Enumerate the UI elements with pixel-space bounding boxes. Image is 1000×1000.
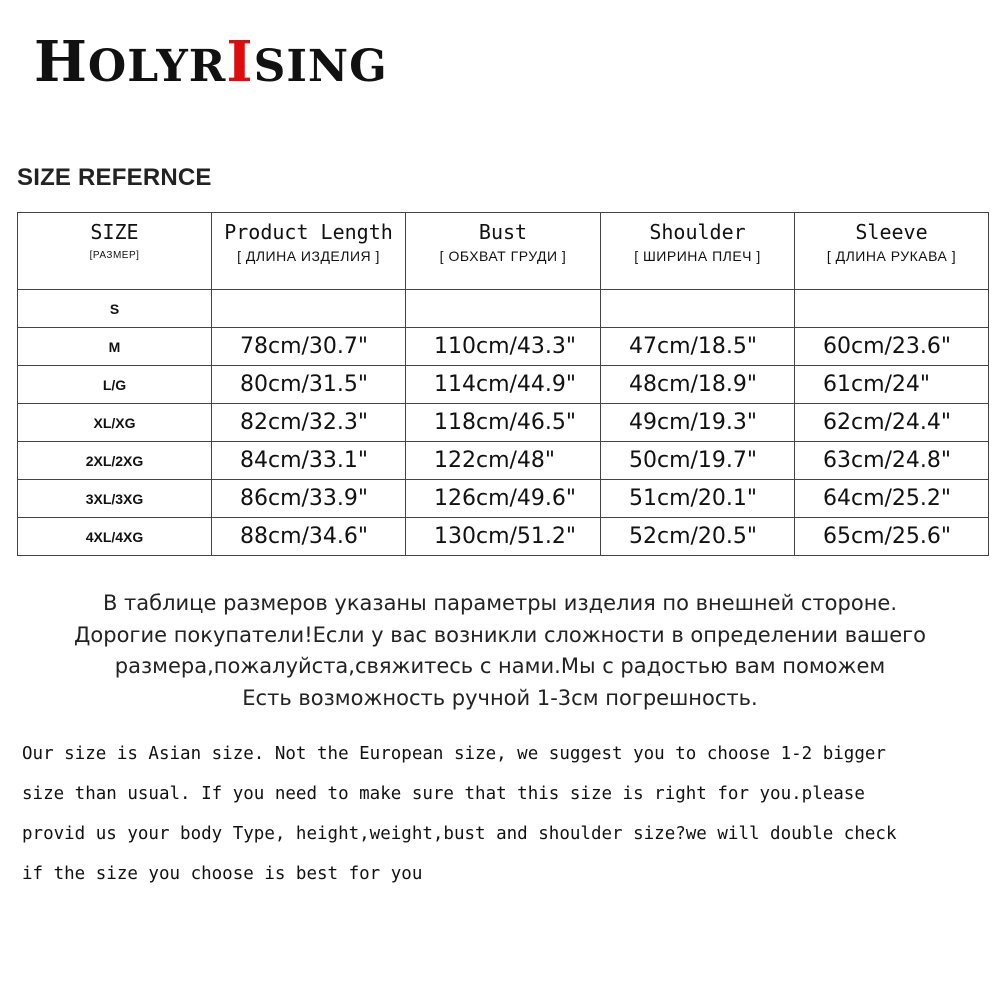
- shoulder-cell: 50cm/19.7": [601, 442, 795, 480]
- table-row: [18, 290, 989, 328]
- shoulder-cell: 52cm/20.5": [601, 518, 795, 556]
- shoulder-cell: 51cm/20.1": [601, 480, 795, 518]
- header-length: [212, 213, 406, 290]
- russian-size-note: [0, 588, 1000, 714]
- length-cell: 82cm/32.3": [212, 404, 406, 442]
- size-cell: S: [18, 290, 212, 328]
- size-cell: 2XL/2XG: [18, 442, 212, 480]
- shoulder-cell: [601, 290, 795, 328]
- header-bust-ru: [ ОБХВАТ ГРУДИ ]: [439, 248, 567, 264]
- length-cell: 86cm/33.9": [212, 480, 406, 518]
- header-length-en: Product Length: [224, 220, 393, 244]
- size-cell: L/G: [18, 366, 212, 404]
- shoulder-cell: 49cm/19.3": [601, 404, 795, 442]
- size-cell: 3XL/3XG: [18, 480, 212, 518]
- sleeve-cell: [795, 290, 989, 328]
- sleeve-cell: 61cm/24": [795, 366, 989, 404]
- header-size: [18, 213, 212, 290]
- header-sleeve: [795, 213, 989, 290]
- english-size-note: [22, 734, 982, 894]
- bust-cell: 118cm/46.5": [406, 404, 601, 442]
- header-bust-en: Bust: [478, 220, 528, 244]
- table-row: [18, 518, 989, 556]
- brand-logo: [34, 29, 388, 95]
- size-cell: 4XL/4XG: [18, 518, 212, 556]
- sleeve-cell: 60cm/23.6": [795, 328, 989, 366]
- bust-cell: 110cm/43.3": [406, 328, 601, 366]
- russian-note-line: В таблице размеров указаны параметры изделия по внешней стороне.: [102, 591, 898, 615]
- header-sleeve-en: Sleeve: [855, 220, 928, 244]
- length-cell: 78cm/30.7": [212, 328, 406, 366]
- table-header-row: [18, 213, 989, 290]
- sleeve-cell: 63cm/24.8": [795, 442, 989, 480]
- length-cell: 80cm/31.5": [212, 366, 406, 404]
- length-cell: 84cm/33.1": [212, 442, 406, 480]
- sleeve-cell: 65cm/25.6": [795, 518, 989, 556]
- size-cell: XL/XG: [18, 404, 212, 442]
- brand-logo-part: OLYR: [87, 41, 227, 92]
- table-row: [18, 404, 989, 442]
- header-size-en: SIZE: [90, 220, 139, 244]
- header-length-ru: [ ДЛИНА ИЗДЕЛИЯ ]: [237, 248, 380, 264]
- english-note-line: if the size you choose is best for you: [22, 864, 423, 884]
- header-shoulder-en: Shoulder: [649, 220, 746, 244]
- bust-cell: 126cm/49.6": [406, 480, 601, 518]
- length-cell: 88cm/34.6": [212, 518, 406, 556]
- russian-note-line: размера,пожалуйста,свяжитесь с нами.Мы с радостью вам поможем: [114, 654, 886, 678]
- russian-note-line: Есть возможность ручной 1-3см погрешность.: [242, 685, 758, 710]
- table-row: [18, 366, 989, 404]
- bust-cell: [406, 290, 601, 328]
- bust-cell: 114cm/44.9": [406, 366, 601, 404]
- size-reference-title: SIZE REFERNCE: [17, 164, 212, 191]
- sleeve-cell: 62cm/24.4": [795, 404, 989, 442]
- header-sleeve-ru: [ ДЛИНА РУКАВА ]: [826, 248, 957, 264]
- table-row: [18, 442, 989, 480]
- english-note-line: provid us your body Type, height,weight,bust and shoulder size?we will double check: [22, 824, 897, 844]
- size-cell: M: [18, 328, 212, 366]
- header-bust: [406, 213, 601, 290]
- brand-logo-part: SING: [253, 41, 388, 92]
- header-size-ru: [РАЗМЕР]: [89, 250, 140, 261]
- english-note-line: size than usual. If you need to make sure that this size is right for you.please: [22, 784, 865, 804]
- bust-cell: 122cm/48": [406, 442, 601, 480]
- english-note-line: Our size is Asian size. Not the European size, we suggest you to choose 1-2 bigger: [22, 744, 886, 764]
- sleeve-cell: 64cm/25.2": [795, 480, 989, 518]
- table-row: [18, 328, 989, 366]
- russian-note-line: Дорогие покупатели!Если у вас возникли сложности в определении вашего: [73, 622, 926, 647]
- shoulder-cell: 47cm/18.5": [601, 328, 795, 366]
- bust-cell: 130cm/51.2": [406, 518, 601, 556]
- size-chart-table: [17, 212, 989, 556]
- brand-logo-letter-h: H: [34, 29, 88, 95]
- table-row: [18, 480, 989, 518]
- brand-logo-accent-letter: I: [226, 29, 254, 95]
- shoulder-cell: 48cm/18.9": [601, 366, 795, 404]
- length-cell: [212, 290, 406, 328]
- header-shoulder: [601, 213, 795, 290]
- header-shoulder-ru: [ ШИРИНА ПЛЕЧ ]: [634, 248, 761, 264]
